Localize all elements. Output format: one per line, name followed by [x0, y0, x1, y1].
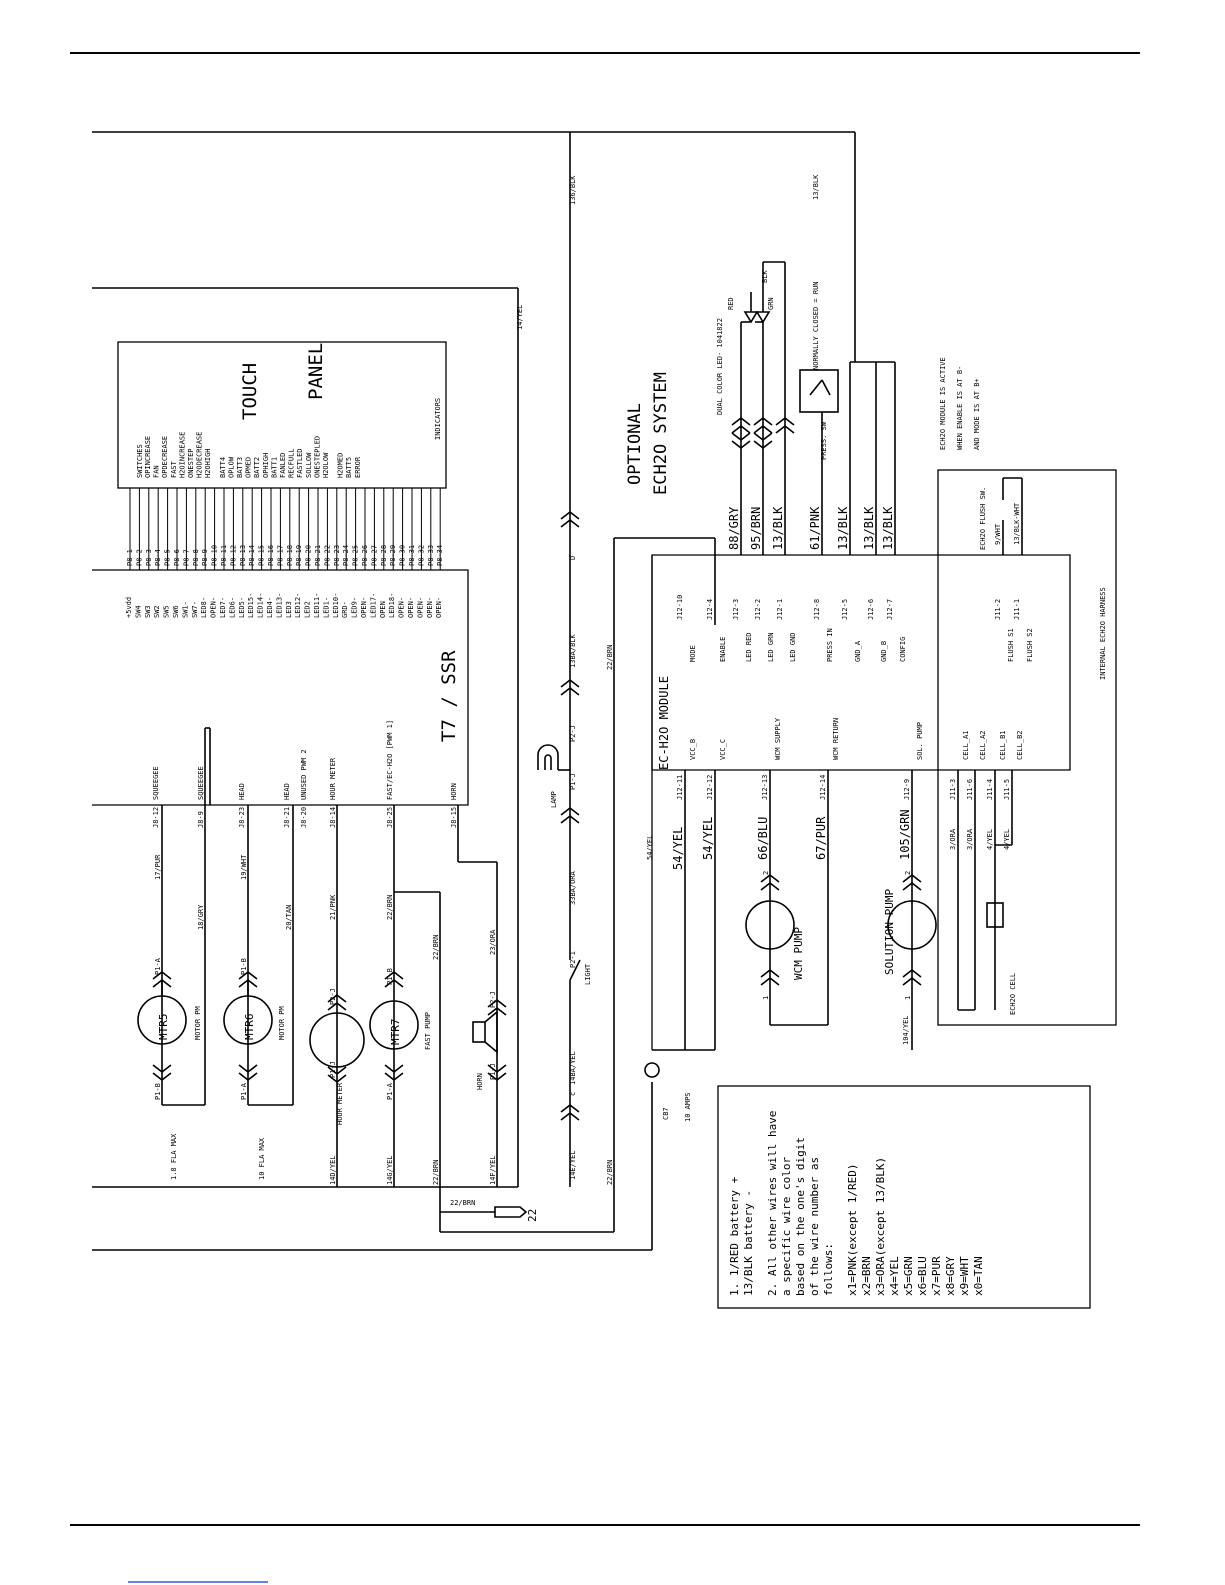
panel-connector-pin: P8-8	[191, 549, 200, 566]
horn-caption: HORN	[476, 1073, 484, 1090]
panel-connector-pin: P8-17	[276, 544, 285, 566]
ssr-pin-label: OPEN-	[397, 596, 406, 618]
led-blk-label: BLK	[761, 270, 769, 283]
module-right-pin-label: PRESS IN	[826, 628, 834, 662]
mtr7-fast-pump	[370, 895, 440, 1185]
wire-19-wht: 19/WHT	[240, 854, 248, 880]
wire-136-blk: 136/BLK	[569, 175, 577, 205]
note-line: x5=GRN	[902, 1256, 915, 1296]
ssr-pin-label: LED1-	[322, 596, 331, 618]
note-line: 1. 1/RED battery +	[728, 1176, 741, 1296]
module-right-pin-label: ENABLE	[719, 636, 727, 662]
panel-connector-pin: P8-33	[426, 544, 435, 566]
ssr-pin-label: LED10-	[331, 592, 340, 618]
ech2o-cell-label: ECH2O CELL	[1009, 972, 1017, 1015]
ech2o-system	[625, 262, 1116, 1122]
panel-connector-pin: P8-3	[144, 549, 153, 566]
module-right-wire: 88/GRY	[727, 506, 741, 550]
module-left-pin-label: WCM SUPPLY	[774, 717, 782, 760]
module-right-wire: 13/BLK	[881, 506, 895, 550]
notes-lines	[728, 1111, 985, 1296]
note-line: x0=TAN	[972, 1256, 985, 1296]
ssr-pin-label: OPEN-	[209, 596, 218, 618]
terminal-22: 22	[526, 1208, 539, 1222]
pressure-switch-label: PRESS. SW	[820, 422, 828, 460]
ssr-pin-label: SW2	[153, 605, 162, 618]
touch-panel-item: FANLED	[279, 452, 287, 478]
wire-22-brn-vert: 22/BRN	[432, 934, 440, 960]
panel-connector-pin: P8-14	[248, 544, 257, 566]
note-line: x9=WHT	[958, 1256, 971, 1296]
touch-panel-item: FASTLED	[296, 448, 305, 478]
touch-panel-item: BATT5	[345, 456, 354, 478]
touch-panel-title-touch: TOUCH	[239, 362, 261, 420]
ssr-output-pin: J8-20	[300, 806, 308, 828]
active-note-2: WHEN ENABLE IS AT B-	[956, 365, 964, 450]
panel-connector-pin: P8-21	[314, 544, 322, 566]
cb7-id: CB7	[662, 1107, 670, 1120]
ssr-pin-label: OPEN-	[425, 596, 434, 618]
module-right-wire: 13/BLK	[862, 506, 876, 550]
wire-23-ora: 23/ORA	[489, 929, 497, 955]
module-left-pin-label: WCM RETURN	[832, 717, 840, 760]
module-left-pin-label: VCC_C	[719, 738, 727, 760]
ech2o-title-optional: OPTIONAL	[625, 403, 645, 485]
touch-panel-section-title: SWITCHES	[136, 444, 144, 478]
note-line: follows:	[822, 1243, 835, 1296]
panel-connector-pin: P8-32	[417, 544, 426, 566]
mtr7-pin-top: P1-B	[386, 968, 394, 985]
panel-connector-pin: P8-16	[267, 544, 275, 566]
ssr-pin-label: SW1-	[181, 601, 190, 618]
touch-panel-item: OPMED	[244, 456, 253, 478]
wire-14f-yel: 14F/YEL	[489, 1155, 497, 1185]
ssr-pin-label: LED8-	[200, 596, 209, 618]
lamp-pin2: P2-J	[569, 725, 577, 742]
panel-connector-pin: P8-18	[285, 544, 294, 566]
module-right-pin: J12-1	[776, 598, 784, 620]
wire-14d-yel: 14D/YEL	[329, 1155, 337, 1185]
module-left-pin: J11-3	[949, 778, 957, 800]
note-line: x8=GRY	[944, 1256, 957, 1296]
ech2o-module-title: EC-H2O MODULE	[657, 676, 671, 770]
panel-connector-pin: P8-1	[126, 549, 134, 566]
wire-14g-yel: 14G/YEL	[386, 1155, 394, 1185]
note-line: x4=YEL	[888, 1256, 901, 1296]
wire-22-brn-top: 22/BRN	[386, 894, 394, 920]
panel-connector-pin: P8-26	[361, 544, 369, 566]
module-left-pin-label: CELL_A1	[962, 730, 970, 760]
touch-panel	[118, 342, 446, 488]
module-left-pin: J12-12	[706, 774, 714, 800]
ssr-pin-label: +5vdd	[125, 596, 133, 618]
wire-14ba-yel: 14BA/YEL	[569, 1051, 577, 1085]
mtr5-caption: MOTOR PM	[194, 1006, 202, 1040]
touch-panel-item: OPINCREASE	[144, 435, 152, 478]
led-grn-label: GRN	[767, 297, 775, 310]
active-note-3: AND MODE IS AT B+	[973, 378, 981, 450]
module-right-pin-label: LED GND	[789, 632, 797, 662]
ssr-output-pin: J8-15	[450, 806, 458, 828]
touch-panel-item: SOLLOW	[304, 452, 313, 478]
ssr-output-label: HOUR METER	[329, 757, 337, 800]
module-left-pin: J12-9	[903, 778, 911, 800]
note-line: of the wire number as	[808, 1156, 821, 1296]
ssr-pin-label: LED2	[303, 601, 312, 618]
note-line: x7=PUR	[930, 1256, 943, 1296]
mtr6-motor	[224, 854, 293, 1180]
module-left-wire: 4/YEL	[1003, 828, 1011, 850]
wcm-pin-2: 2	[762, 870, 770, 875]
module-left-pin: J12-14	[819, 774, 827, 800]
module-left-wire: 105/GRN	[898, 809, 912, 860]
ssr-pin-label: LED12-	[294, 592, 303, 618]
wire-14-yel: 14/YEL	[516, 304, 524, 330]
panel-connector-pin: P8-6	[173, 549, 181, 566]
mtr6-pin-b: P1-A	[240, 1083, 248, 1100]
module-left-pin-label: CELL_B2	[1016, 730, 1024, 760]
ssr-pin-label: OPEN	[378, 601, 387, 618]
ech2o-title-system: ECH2O SYSTEM	[651, 372, 671, 495]
panel-connector-pin: P8-23	[332, 544, 341, 566]
module-right-pin-label: LED GRN	[767, 632, 775, 662]
ssr-output-pin: J8-9	[197, 811, 205, 828]
touch-panel-item: OPDECREASE	[161, 435, 170, 478]
touch-panel-item: FAST	[169, 461, 178, 478]
cb7-breaker-symbol	[645, 1063, 659, 1077]
mtr6-caption: MOTOR PM	[278, 1006, 286, 1040]
lamp-pin1: P1-J	[569, 773, 577, 790]
note-line: x2=BRN	[860, 1256, 873, 1296]
wire-13ba-blk: 13BA/BLK	[569, 634, 577, 668]
wcm-pin-1: 1	[762, 995, 770, 1000]
panel-connector-pin: P8-29	[389, 544, 398, 566]
horn	[473, 929, 497, 1185]
touch-panel-item: ONESTEP	[187, 448, 195, 478]
ssr-pin-label: LED6-	[228, 596, 237, 618]
module-right-pin-label: GND_A	[854, 640, 862, 662]
ssr-pin-label: SW3	[143, 605, 152, 618]
touch-panel-item: H2ODECREASE	[195, 431, 204, 478]
note-line: x3=ORA(except 13/BLK)	[874, 1156, 887, 1296]
ssr-pin-label: LED18-	[388, 592, 397, 618]
module-left-pin: J12-13	[761, 774, 769, 800]
module-left-wire: 4/YEL	[986, 828, 994, 850]
ssr-pin-label: OPEN-	[360, 596, 368, 618]
module-left-pin-label: CELL_B1	[999, 730, 1007, 760]
led-red-label: RED	[727, 297, 735, 310]
ssr-pin-label: SW4	[134, 605, 143, 618]
panel-connector-pin: P8-15	[257, 544, 266, 566]
ssr-title: T7 / SSR	[438, 650, 460, 742]
module-right-pin: J12-7	[886, 598, 894, 620]
mtr6-pin-a: P1-B	[240, 958, 248, 975]
connector-chevrons	[153, 418, 921, 1120]
ssr-pin-label: LED14-	[256, 592, 265, 618]
mtr6-fla: 10 FLA MAX	[258, 1137, 266, 1180]
module-left-pin: J11-6	[966, 778, 974, 800]
panel-connector-pin: P8-28	[379, 544, 388, 566]
module-right-wire: 13/BLK	[836, 506, 850, 550]
touch-panel-item: RECFULL	[287, 448, 296, 478]
ssr-pin-label: LED17-	[369, 592, 378, 618]
module-left-wire: 54/YEL	[671, 826, 685, 870]
panel-connector-pin: P8-4	[154, 549, 163, 566]
ssr-pin-label: GRD-	[341, 601, 350, 618]
module-right-pin-label: MODE	[689, 645, 697, 662]
panel-connector-pin: P8-11	[220, 544, 228, 566]
module-left-pin: J12-11	[676, 774, 684, 800]
module-right-wire: 13/BLK-WHT	[1013, 502, 1021, 545]
ssr-output-pin: J8-25	[386, 806, 394, 828]
ssr-output-pin: J8-23	[238, 806, 246, 828]
module-right-pin: J12-6	[867, 598, 875, 620]
touch-panel-item: OPHIGH	[261, 452, 270, 478]
power-bus	[92, 132, 855, 1250]
flush-switch-label: ECH2O FLUSH SW.	[979, 486, 987, 550]
module-right-pin: J12-8	[813, 598, 821, 620]
module-right-pin: J11-1	[1013, 598, 1021, 620]
ssr-pin-labels	[125, 593, 443, 618]
light-switch-pin: P2-1	[569, 951, 577, 968]
ssr-pin-label: SW7-	[190, 601, 199, 618]
touch-panel-title-panel: PANEL	[305, 342, 327, 400]
module-right-pin-label: FLUSH S2	[1026, 628, 1034, 662]
wire-104-yel: 104/YEL	[902, 1015, 910, 1045]
solution-pump-label: SOLUTION PUMP	[883, 888, 896, 975]
ssr-pin-label: LED5-	[237, 596, 246, 618]
wire-18-gry: 18/GRY	[197, 904, 205, 930]
module-left-wire: 67/PUR	[814, 816, 828, 860]
ssr-pin-label: LED15-	[247, 592, 256, 618]
hour-meter-caption: HOUR METER	[336, 1082, 344, 1125]
wcm-pump-label: WCM PUMP	[792, 927, 805, 980]
mtr7-caption: FAST PUMP	[424, 1012, 432, 1050]
ssr-output-labels	[152, 720, 458, 828]
ssr-output-label: UNUSED PWM 2	[300, 749, 308, 800]
active-note-1: ECH2O MODULE IS ACTIVE	[939, 357, 947, 450]
panel-connector-pin: P8-27	[370, 544, 379, 566]
wire-54-yel-main: 54/YEL	[646, 834, 654, 860]
module-right-pin-label: LED RED	[745, 632, 753, 662]
normally-closed-label: NORMALLY CLOSED = RUN	[812, 281, 820, 370]
lamp-label: LAMP	[550, 791, 558, 808]
touch-panel-item: ONESTEPLED	[313, 435, 322, 478]
ssr-pin-label: SW5	[162, 605, 171, 618]
wire-color-notes	[718, 1086, 1090, 1308]
note-line: 13/BLK battery -	[742, 1190, 755, 1296]
ssr-output-label: SQUEEGEE	[197, 766, 205, 800]
ssr-output-label: HEAD	[283, 783, 291, 800]
mtr5-motor	[138, 854, 205, 1180]
touch-panel-item: H2OHIGH	[204, 448, 213, 478]
ssr-output-label: SQUEEGEE	[152, 766, 160, 800]
panel-connector-pin: P8-31	[408, 544, 416, 566]
cb7-rating: 10 AMPS	[684, 1092, 692, 1122]
wire-22-brn-b: 22/BRN	[606, 1159, 614, 1185]
touch-panel-item: ERROR	[353, 456, 362, 478]
touch-panel-item: H2OLOW	[322, 452, 330, 478]
ssr-output-label: FAST/EC-H2O [PWM 1]	[386, 719, 394, 800]
module-left-pin-label: CELL_A2	[979, 730, 987, 760]
ssr-pin-label: LED7-	[219, 596, 227, 618]
horn-pin-top: P2-J	[489, 991, 497, 1008]
ssr-pin-label: LED13-	[275, 592, 284, 618]
note-line: a specific wire color	[780, 1156, 793, 1296]
module-right-pin: J12-10	[676, 594, 684, 620]
touch-panel-item: H2OINCREASE	[178, 431, 187, 478]
wire-13-blk-top: 13/BLK	[812, 174, 820, 200]
module-left-pin-label: SOL. PUMP	[916, 722, 924, 760]
module-left-pin: J11-4	[986, 778, 994, 800]
wire-21-pnk: 21/PNK	[329, 894, 337, 920]
mtr5-fla: 1.8 FLA MAX	[170, 1133, 178, 1180]
module-right-pin: J12-2	[754, 598, 762, 620]
panel-connector-pin: P8-7	[182, 549, 191, 566]
ssr-pin-label: LED3	[284, 601, 293, 618]
light-switch-label: LIGHT	[584, 963, 592, 985]
panel-connector-pin: P8-24	[342, 544, 351, 566]
mtr5-pin-b: P1-B	[154, 1083, 162, 1100]
wire-22-brn-d: 22/BRN	[606, 644, 614, 670]
mtr5-id: MTR5	[157, 1013, 170, 1040]
module-right-pin-label: CONFIG	[899, 636, 907, 662]
ssr-pin-label: LED11-	[313, 592, 321, 618]
panel-connector-pin: P8-22	[323, 544, 332, 566]
note-line: 2. All other wires will have	[766, 1110, 779, 1296]
wire-14e-yel: 14E/YEL	[569, 1150, 577, 1180]
module-right-wire: 61/PNK	[808, 506, 822, 550]
mtr7-id: MTR7	[389, 1018, 402, 1045]
note-line: based on the one's digit	[794, 1137, 807, 1296]
panel-connector-pin: P8-13	[238, 544, 247, 566]
ssr-pin-label: OPEN-	[407, 596, 415, 618]
panel-connector-pin: P8-19	[295, 544, 304, 566]
wire-17-pur: 17/PUR	[154, 854, 162, 880]
module-left-pin: J11-5	[1003, 778, 1011, 800]
panel-connector-pin: P8-34	[436, 544, 445, 566]
wire-33ba-ora: 33BA/ORA	[569, 871, 577, 905]
panel-connector-pin: P8-30	[398, 544, 407, 566]
touch-panel-labels	[136, 432, 362, 478]
indicators-label: INDICATORS	[434, 397, 442, 440]
wire-22-brn-a: 22/BRN	[432, 1159, 440, 1185]
wire-20-tan: 20/TAN	[285, 904, 293, 930]
ssr-output-pin: J8-12	[152, 806, 160, 828]
mtr7-pin-bot: P1-A	[386, 1083, 394, 1100]
dual-color-led-label: DUAL COLOR LED- 1041822	[716, 318, 724, 415]
ssr-pin-label: SW6	[172, 605, 180, 618]
module-right-pin-label: GND_B	[880, 640, 888, 662]
note-line: x1=PNK(except 1/RED)	[846, 1163, 859, 1296]
wire-22-brn-c: 22/BRN	[450, 1199, 476, 1207]
touch-panel-connector-wires	[126, 488, 444, 570]
touch-panel-item: BATT1	[270, 456, 279, 478]
panel-connector-pin: P8-12	[229, 544, 238, 566]
touch-panel-item: BATT2	[253, 456, 262, 478]
touch-panel-item: FAN	[152, 465, 161, 478]
mtr6-id: MTR6	[243, 1013, 256, 1040]
touch-panel-item: BATT3	[236, 456, 244, 478]
ech2o-left-pins	[646, 717, 1024, 870]
module-right-pin-label: FLUSH S1	[1007, 628, 1015, 662]
panel-connector-pin: P8-25	[351, 544, 360, 566]
module-right-pin: J11-2	[994, 598, 1002, 620]
lamp-circuit	[538, 496, 592, 1187]
touch-panel-item: OPLOW	[227, 456, 236, 478]
panel-connector-pin: P8-2	[135, 549, 144, 566]
mtr5-pin-a: P1-A	[154, 958, 162, 975]
ssr-output-pin: J8-14	[329, 806, 337, 828]
ssr-pin-label: LED9-	[350, 596, 359, 618]
panel-connector-pin: P8-5	[163, 549, 172, 566]
module-left-wire: 3/ORA	[949, 828, 957, 850]
hour-meter-pin-bot: P1-J	[329, 1061, 337, 1078]
sol-pin-2: 2	[904, 870, 912, 875]
sol-pin-1: 1	[904, 995, 912, 1000]
module-left-wire: 54/YEL	[701, 816, 715, 860]
panel-connector-pin: P8-9	[201, 549, 210, 566]
ssr-pin-label: OPEN-	[435, 596, 444, 618]
module-right-wire: 9/WHT	[994, 523, 1002, 545]
marker-c: c	[569, 1091, 577, 1096]
ssr-pin-label: OPEN-	[416, 596, 425, 618]
marker-d: D	[569, 555, 577, 560]
hour-meter-pin-top: P2-J	[329, 988, 337, 1005]
module-right-pin: J12-5	[841, 598, 849, 620]
load-wiring	[162, 538, 715, 1232]
ssr-controller	[92, 570, 468, 828]
module-left-pin-label: VCC_B	[689, 738, 697, 760]
module-left-wire: 66/BLU	[756, 816, 770, 860]
module-right-wire: 13/BLK	[771, 506, 785, 550]
ssr-output-label: HORN	[450, 783, 458, 800]
module-right-wire: 95/BRN	[749, 506, 763, 550]
touch-panel-item: BATT4	[218, 456, 227, 478]
module-right-pin: J12-3	[732, 598, 740, 620]
note-line: x6=BLU	[916, 1256, 929, 1296]
ssr-output-label: HEAD	[238, 783, 246, 800]
ssr-pin-label: LED4-	[266, 596, 274, 618]
panel-connector-pin: P8-10	[210, 544, 219, 566]
module-right-pin: J12-4	[706, 598, 714, 620]
horn-pin-bot: P1-J	[489, 1063, 497, 1080]
internal-harness-label: INTERNAL ECH2O HARNESS	[1099, 587, 1107, 680]
panel-connector-pin: P8-20	[304, 544, 313, 566]
module-left-wire: 3/ORA	[966, 828, 974, 850]
ssr-output-pin: J8-21	[283, 806, 291, 828]
touch-panel-item: H2OMED	[336, 452, 345, 478]
